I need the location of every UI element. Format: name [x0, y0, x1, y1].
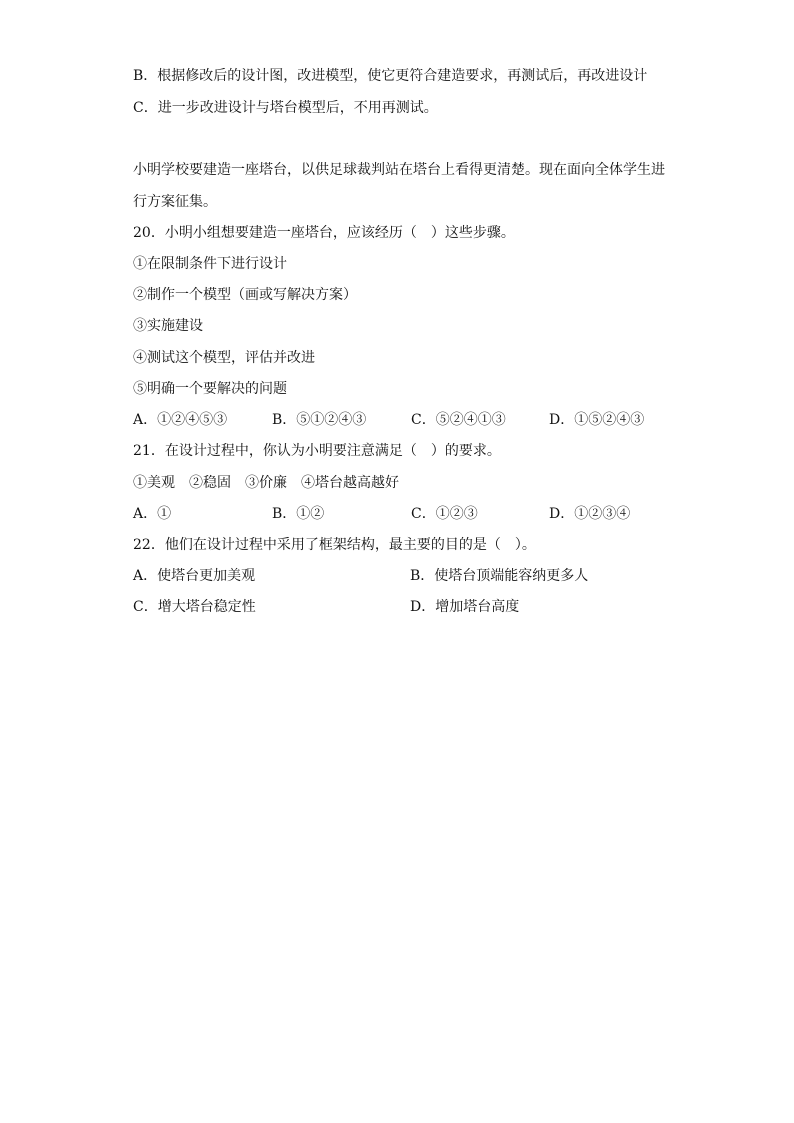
q22-option-c: C．增大塔台稳定性 [133, 599, 256, 615]
q21-option-a: A．① [133, 506, 172, 522]
passage-line-1: 小明学校要建造一座塔台，以供足球裁判站在塔台上看得更清楚。现在面向全体学生进 [133, 162, 665, 178]
q20-option-a: A．①②④⑤③ [133, 412, 228, 428]
q21-option-b: B．①② [272, 506, 325, 522]
q20-step-1: ①在限制条件下进行设计 [133, 256, 287, 272]
option-c-prev: C．进一步改进设计与塔台模型后，不用再测试。 [133, 100, 438, 116]
q22-option-a: A．使塔台更加美观 [133, 568, 256, 584]
passage-line-2: 行方案征集。 [133, 194, 217, 210]
q20-step-5: ⑤明确一个要解决的问题 [133, 381, 287, 397]
q21-option-d: D．①②③④ [549, 506, 631, 522]
q20-step-2: ②制作一个模型（画或写解决方案） [133, 287, 357, 303]
q21-conditions: ①美观 ②稳固 ③价廉 ④塔台越高越好 [133, 475, 399, 491]
question-20-stem: 20．小明小组想要建造一座塔台，应该经历（ ）这些步骤。 [133, 225, 515, 241]
q21-option-c: C．①②③ [411, 506, 478, 522]
q20-step-4: ④测试这个模型，评估并改进 [133, 350, 315, 366]
q20-option-d: D．①⑤②④③ [549, 412, 645, 428]
question-22-stem: 22．他们在设计过程中采用了框架结构，最主要的目的是（ ）。 [133, 537, 536, 553]
q20-option-c: C．⑤②④①③ [411, 412, 506, 428]
option-b-prev: B．根据修改后的设计图，改进模型，使它更符合建造要求，再测试后，再改进设计 [133, 68, 648, 84]
q20-option-b: B．⑤①②④③ [272, 412, 367, 428]
q22-option-b: B．使塔台顶端能容纳更多人 [410, 568, 589, 584]
question-21-stem: 21．在设计过程中，你认为小明要注意满足（ ）的要求。 [133, 443, 501, 459]
q22-option-d: D．增加塔台高度 [410, 599, 520, 615]
q20-step-3: ③实施建设 [133, 318, 203, 334]
